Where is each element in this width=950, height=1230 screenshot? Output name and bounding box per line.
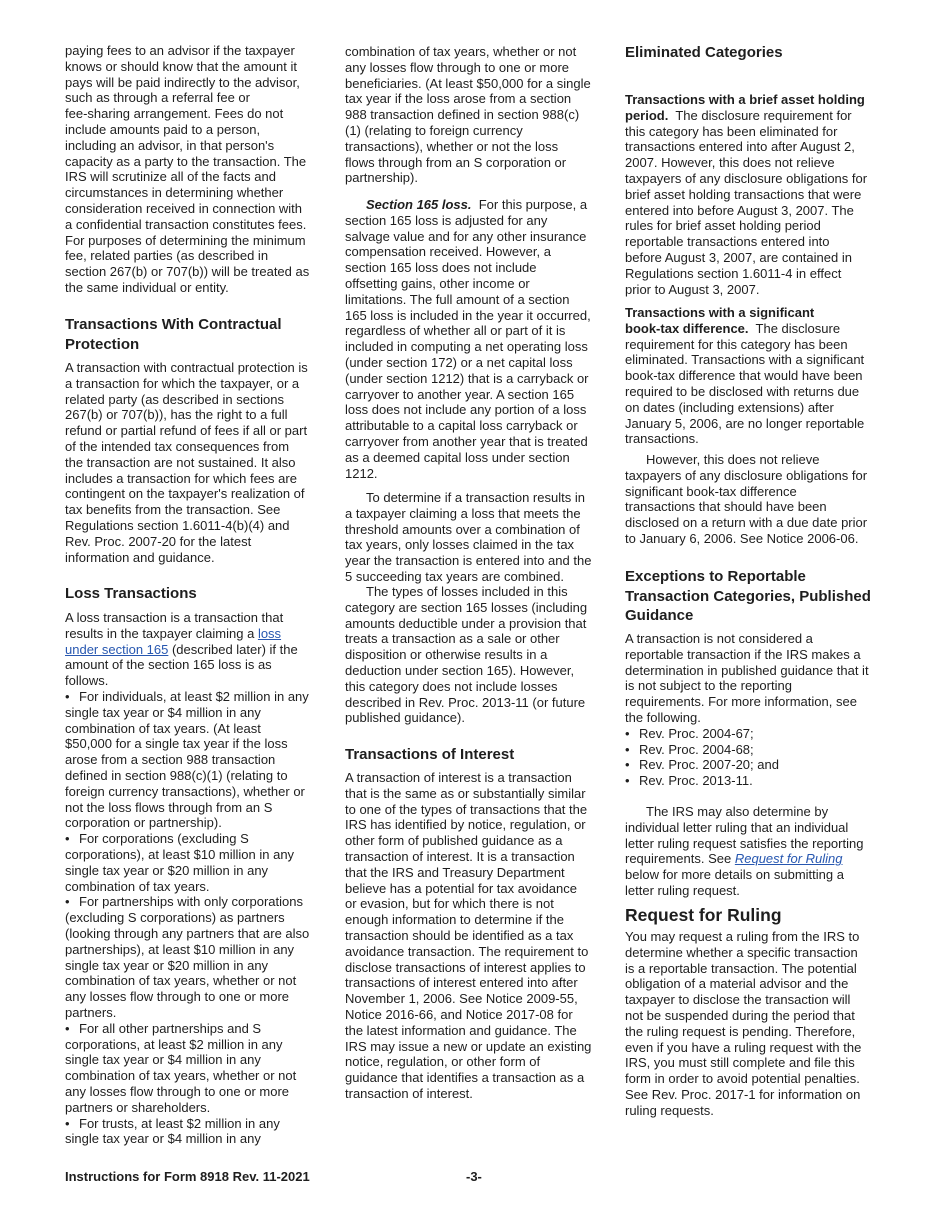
bullet-icon: • [625,725,630,741]
list-item [65,894,335,1020]
book-tax-difference-lead: Transactions with a significant book-tax difference. [625,305,815,336]
paragraph-advisor-fees [65,43,335,296]
list-item-text: For trusts, at least $2 million in any single tax year or $4 million in any [65,1115,280,1147]
paragraph-loss-intro-block [65,610,335,689]
paragraph-transactions-of-interest [345,770,615,1102]
paragraph-contractual-protection [65,360,335,565]
section-165-loss-text: For this purpose, a section 165 loss is adjusted for any salvage value and for any other insurance compensation received. However, a section 165 loss does not include offsetting gains, other income or limitations. The full amount of a section 165 loss is included in the year it occurred, regardless of whether all or part of it is included in computing a net operating loss (under section 172) or a net capital loss (under section 1212) that is a carryback or carryover to another year. A section 165 loss does not include any portion of a loss attributable to a capital loss carryback or carryover from another year that is treated as a deemed capital loss under section 1212. [345,197,591,481]
paragraph-loss-intro-cont: (described later) if the amount of the section 165 loss is as follows. [65,641,298,689]
list-item [65,689,335,831]
list-item-text: For partnerships with only corporations (excluding S corporations) as partners (looking through any partners that are also partnerships), at least $10 million in any single tax year or $20 million in any combination of tax years, whether or not any losses flow through to one or more partners. [65,894,310,1020]
bullet-icon: • [625,741,630,757]
paragraph-exceptions-block [625,631,895,726]
paragraph-trusts-cont-text: combination of tax years, whether or not any losses flow through to one or more beneficiaries. (At least $50,000 for a single tax year if the loss arose from a section 988 transaction defined in section 988(c) (1) (relating to foreign currency transactions), whether or not the loss flows through from an S corporation or partnership). [345,44,591,186]
bullet-icon: • [65,1115,70,1131]
heading-loss-transactions: Loss Transactions [65,585,197,602]
list-item [625,726,895,742]
heading-exceptions: Exceptions to Reportable Transaction Categories, Published Guidance [625,568,871,624]
paragraph-determine-threshold [345,490,615,585]
list-item-text: Rev. Proc. 2007-20; and [639,757,779,773]
bullet-icon: • [65,894,70,910]
paragraph-section-165-loss [345,197,615,481]
paragraph-determine-threshold-text: To determine if a transaction results in a taxpayer claiming a loss that meets the threshold amounts over a combination of tax years, only losses claimed in the tax year the transaction is entered into and the 5 succeeding tax years are combined. [345,490,592,584]
request-for-ruling-link[interactable]: Request for Ruling [734,851,843,867]
bullet-icon: • [65,688,70,704]
list-item-text: For corporations (excluding S corporations), at least $10 million in any single tax year or $20 million in any combination of tax years. [65,831,295,894]
list-item-text: Rev. Proc. 2004-68; [639,741,754,757]
bullet-icon: • [65,1020,70,1036]
paragraph-types-of-losses-text: The types of losses included in this category are section 165 losses (including amounts deductible under a provision that treats a transaction as a sale or other disposition or otherwise results in a deduction under section 165). However, this category does not include losses described in Rev. Proc. 2013-11 (or future published guidance). [345,584,588,726]
list-item-text: For individuals, at least $2 million in any single tax year or $4 million in any combination of tax years. (At least $50,000 for a single tax year if the loss arose from a section 988 transaction defined in section 988(c)(1) (relating to foreign currency transactions), whether or not the loss flows through from an S corporation or partnership). [65,688,309,831]
bullet-icon: • [65,831,70,847]
loss-under-section-165-link[interactable]: loss under section 165 [65,625,282,657]
heading-request-for-ruling: Request for Ruling [625,905,782,925]
heading-eliminated-categories: Eliminated Categories [625,44,783,61]
paragraph-contractual-protection-text: A transaction with contractual protection is a transaction for which the taxpayer, or a related party (as described in sections 267(b) or 707(b)), has the right to a full refund or partial refund of fees if all or part of the intended tax consequences from the transaction are not sustained. It also includes a transaction for which fees are contingent on the taxpayer's realization of tax benefits from the transaction. See Regulations section 1.6011-4(b)(4) and Rev. Proc. 2007-20 for the latest information and guidance. [65,360,308,565]
paragraph-however-book-tax-text: However, this does not relieve taxpayers of any disclosure obligations for significant book-tax difference transactions that should have been disclosed on a return with a due date prior to January 6, 2006. See Notice 2006-06. [625,452,868,546]
list-item [625,757,895,773]
brief-asset-holding-text: The disclosure requirement for this category has been eliminated for transactions entered into after August 2, 2007. However, this does not relieve taxpayers of any disclosure obligations for brief asset holding transactions that were entered into before August 3, 2007. The rules for brief asset holding period reportable transactions entered into before August 3, 2007, are contained in Regulations section 1.6011-4 in effect prior to August 3, 2007. [625,107,868,297]
heading-transactions-of-interest: Transactions of Interest [345,746,515,763]
paragraph-request-for-ruling [625,929,895,1119]
paragraph-book-tax-difference [625,305,895,447]
exceptions-section [625,631,895,789]
paragraph-letter-ruling [625,804,895,899]
book-tax-difference-text: The disclosure requirement for this category has been eliminated. Transactions with a significant book-tax difference that would have been required to be disclosed with returns due on dates (including extensions) after January 5, 2006, are no longer reportable transactions. [625,320,865,447]
paragraph-advisor-fees-text: paying fees to an advisor if the taxpayer knows or should know that the amount it pays will be paid indirectly to the advisor, such as through a referral fee or fee-sharing arrangement. Fees do not include amounts paid to a person, including an advisor, in that person's capacity as a party to the transaction. The IRS will scrutinize all of the facts and circumstances in determining whether consideration received in connection with a confidential transaction constitutes fees. For purposes of determining the minimum fee, related parties (as described in section 267(b) or 707(b)) will be treated as the same individual or entity. [65,43,310,295]
list-item [65,1116,335,1148]
letter-ruling-text-cont: below for more details on submitting a letter ruling request. [625,867,844,898]
footer-form-title: Instructions for Form 8918 Rev. 11-2021 [65,1169,310,1184]
paragraph-types-of-losses [345,584,615,726]
list-item [65,1021,335,1116]
bullet-icon: • [625,773,630,789]
footer-page-number: -3- [466,1169,482,1184]
paragraph-loss-intro: A loss transaction is a transaction that results in the taxpayer claiming a [65,610,284,641]
paragraph-however-book-tax [625,452,895,547]
paragraph-exceptions: A transaction is not considered a reportable transaction if the IRS makes a determination in published guidance that it is not subject to the reporting requirements. For more information, see the following. [625,631,869,725]
paragraph-request-for-ruling-text: You may request a ruling from the IRS to determine whether a specific transaction is a reportable transaction. The potential obligation of a material advisor and the taxpayer to disclose the transaction will not be suspended during the period that the ruling request is pending. Therefore, even if you have a ruling request with the IRS, you must still complete and file this form in order to avoid potential penalties. See Rev. Proc. 2017-1 for information on ruling requests. [625,929,862,1118]
loss-transactions-section [65,610,335,1147]
list-item-text: Rev. Proc. 2004-67; [639,725,754,741]
list-item [625,742,895,758]
paragraph-trusts-cont [345,44,615,186]
list-item [625,773,895,789]
list-item-text: For all other partnerships and S corporations, at least $2 million in any single tax year or $4 million in any combination of tax years, whether or not any losses flow through to one or more partners or shareholders. [65,1020,297,1115]
brief-asset-holding-lead: Transactions with a brief asset holding period. [625,92,865,123]
list-item [65,831,335,894]
paragraph-transactions-of-interest-text: A transaction of interest is a transaction that is the same as or substantially similar to one of the types of transactions that the IRS has identified by notice, regulation, or other form of published guidance as a transaction of interest. It is a transaction that the IRS and Treasury Department believe has a potential for tax avoidance or evasion, but for which there is not enough information to determine if the transaction should be identified as a tax avoidance transaction. The requirement to disclose transactions of interest applies to transactions of interest entered into after November 1, 2006. See Notice 2009-55, Notice 2016-66, and Notice 2017-08 for the latest information and guidance. The IRS may issue a new or update an existing notice, regulation, or other form of guidance that identifies a transaction as a transaction of interest. [345,770,592,1101]
list-item-text: Rev. Proc. 2013-11. [639,773,753,789]
bullet-icon: • [625,757,630,773]
heading-contractual-protection: Transactions With Contractual Protection [65,316,282,353]
paragraph-brief-asset-holding [625,92,895,297]
section-165-loss-lead: Section 165 loss. [366,197,472,212]
letter-ruling-text: The IRS may also determine by individual letter ruling that an individual letter ruling request satisfies the reporting requirements. See [625,804,864,867]
